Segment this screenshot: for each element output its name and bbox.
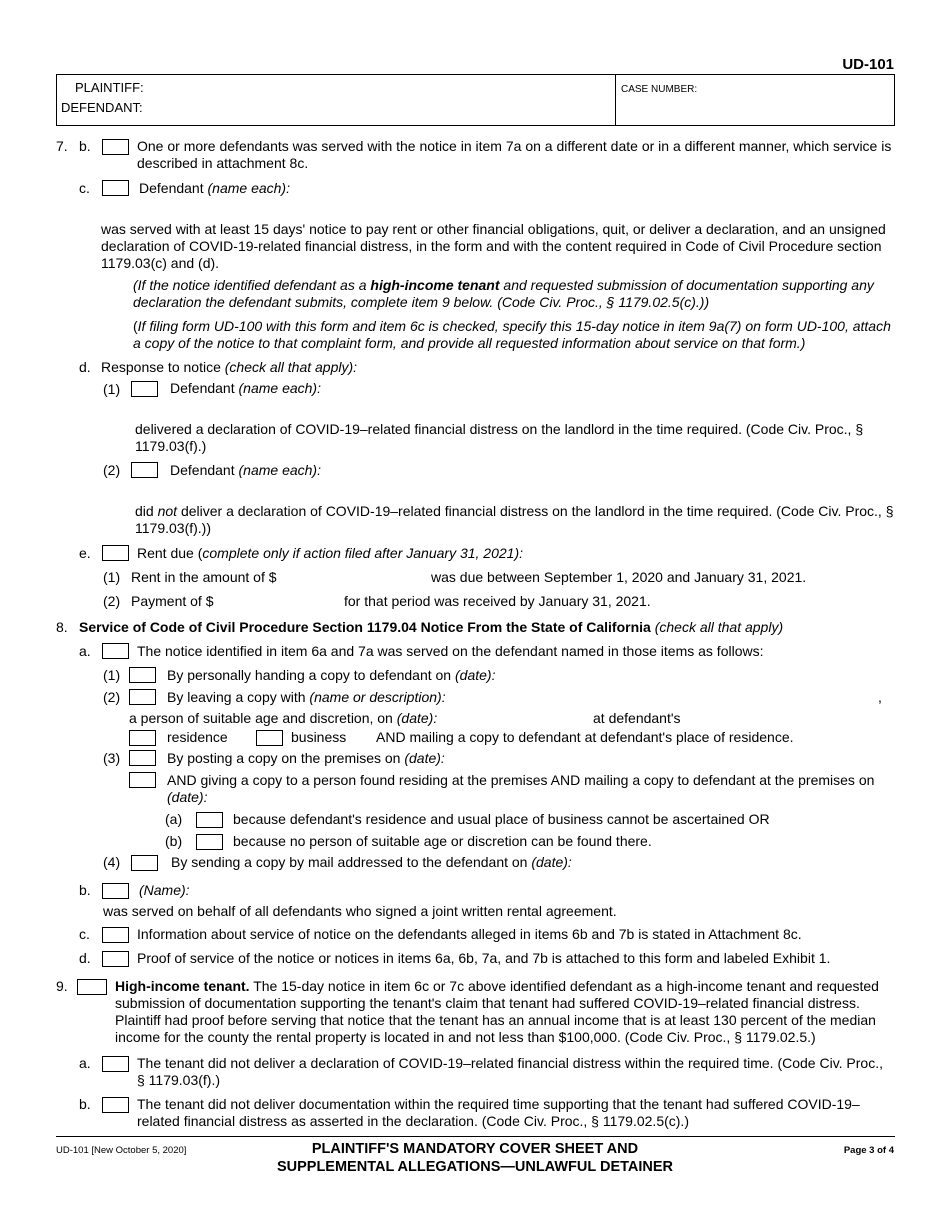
item8a2-residence-checkbox[interactable]: [129, 730, 156, 746]
item9b-letter: b.: [79, 1096, 91, 1112]
item7c-letter: c.: [79, 180, 90, 196]
form-number: UD-101: [842, 56, 894, 73]
item9-title: High-income tenant.: [115, 978, 250, 994]
plaintiff-label: PLAINTIFF:: [75, 80, 144, 95]
item8a2-line: [167, 689, 446, 706]
item8a3-giving-checkbox[interactable]: [129, 772, 156, 788]
item8a4-line: [171, 854, 572, 871]
item7d1-defendant-label: Defendant: [170, 380, 235, 396]
item7-number: 7.: [56, 138, 68, 154]
item8a-checkbox[interactable]: [102, 643, 129, 659]
item7d1-text: delivered a declaration of COVID-19–related financial distress on the landlord in the time required. (Code Civ. Proc., § 1179.03(f).): [135, 421, 864, 454]
item7d-label-line: [101, 359, 357, 376]
item8-check-all: (check all that apply): [654, 619, 784, 635]
item9a-checkbox[interactable]: [102, 1056, 129, 1072]
item8c-text: Information about service of notice on the defendants alleged in items 6b and 7b is stated in Attachment 8c.: [137, 926, 802, 942]
item8a2-comma: ,: [878, 689, 882, 705]
item8a3-num: (3): [103, 750, 121, 766]
item7b-checkbox[interactable]: [102, 139, 129, 155]
item8a3a-label: (a): [165, 811, 183, 827]
item7d2-defendant-label: Defendant: [170, 462, 235, 478]
footer-rule: [56, 1136, 895, 1137]
item8a-letter: a.: [79, 643, 91, 659]
item8a2-business-checkbox[interactable]: [256, 730, 283, 746]
item8a1-text: By personally handing a copy to defendant on: [167, 667, 452, 683]
item8d-letter: d.: [79, 950, 91, 966]
caption-box: [56, 74, 895, 126]
item8a3-giving: [167, 772, 897, 806]
item8a2-at-def: at defendant's: [593, 710, 681, 726]
item8a1-line: [167, 667, 495, 684]
item8a3a-checkbox[interactable]: [196, 812, 223, 828]
item7e-label-italic: complete only if action filed after January 31, 2021):: [202, 545, 524, 561]
item9-body: The 15-day notice in item 6c or 7c above identified defendant as a high-income tenant and requested submission of documentation supporting the tenant's claim that tenant had suffered COVID-19–related financial distress. Plaintiff had proof before serving that notice that the tenant has an annual income that is at least 130 percent of the median income for the county the rental property is located in and not less than $100,000. (Code Civ. Proc., § 1179.02.5.): [115, 978, 879, 1045]
item7d-letter: d.: [79, 359, 91, 375]
item8a2-num: (2): [103, 689, 121, 705]
item7e2-text: Payment of $: [131, 593, 214, 609]
item8d-text: Proof of service of the notice or notices in items 6a, 6b, 7a, and 7b is attached to this form and labeled Exhibit 1.: [137, 950, 831, 966]
item8a3-text: By posting a copy on the premises on: [167, 750, 401, 766]
item7e1-text2: was due between September 1, 2020 and January 31, 2021.: [431, 569, 807, 585]
item8d-checkbox[interactable]: [102, 951, 129, 967]
item7e-checkbox[interactable]: [102, 545, 129, 561]
item8b-name: (Name):: [139, 882, 190, 898]
item7c-defendant-label: Defendant: [139, 180, 204, 196]
case-number-label: CASE NUMBER:: [621, 84, 698, 95]
item8a2-line2-text: a person of suitable age and discretion, on: [129, 710, 393, 726]
item8a4-checkbox[interactable]: [131, 855, 158, 871]
item9a-text: The tenant did not deliver a declaration of COVID-19–related financial distress within the required time. (Code Civ. Proc., § 1179.03(f).): [137, 1055, 883, 1088]
item8a3b-checkbox[interactable]: [196, 834, 223, 850]
item8a3-line: [167, 750, 445, 767]
item7d2-defendant-line: [170, 462, 321, 479]
item7e-label: Rent due (: [137, 545, 203, 561]
item8a2-name-desc: (name or description):: [309, 689, 446, 705]
item8-title: Service of Code of Civil Procedure Section 1179.04 Notice From the State of California: [79, 619, 651, 635]
item7e2-num: (2): [103, 593, 121, 609]
item8a4-date: (date):: [531, 854, 572, 870]
item8a2-mailing: AND mailing a copy to defendant at defendant's place of residence.: [376, 729, 794, 745]
item9-number: 9.: [56, 978, 68, 994]
footer-title-line2: SUPPLEMENTAL ALLEGATIONS—UNLAWFUL DETAINER: [276, 1159, 674, 1175]
item8a3-date: (date):: [404, 750, 445, 766]
item8b-checkbox[interactable]: [102, 883, 129, 899]
caption-divider: [615, 75, 616, 125]
item7c-note1-post: and requested submission of documentation supporting any declaration the defendant submits, complete item 9 below. (Code Civ. Proc., § 1179.02.5(c).)): [133, 277, 874, 310]
item8a3b-label: (b): [165, 833, 183, 849]
item7d2-text: [135, 503, 895, 537]
item8a1-num: (1): [103, 667, 121, 683]
item8a1-date: (date):: [455, 667, 496, 683]
item7d-label: Response to notice: [101, 359, 221, 375]
item9a-letter: a.: [79, 1055, 91, 1071]
item7d1-defendant-line: [170, 380, 321, 397]
item7c-note1-bold: high-income tenant: [370, 277, 500, 293]
item8a2-line2: [129, 710, 437, 727]
item8-number: 8.: [56, 619, 68, 635]
item8a2-checkbox[interactable]: [129, 689, 156, 705]
item7e-label-line: [137, 545, 523, 562]
footer-revision: UD-101 [New October 5, 2020]: [56, 1145, 187, 1156]
item7d2-name-each: (name each):: [238, 462, 321, 478]
item9-checkbox[interactable]: [77, 979, 107, 995]
item9-text: [115, 978, 895, 1046]
item8a2-residence: residence: [167, 729, 228, 745]
item7c-defendant-line: [139, 180, 290, 197]
item8a3a-text: because defendant's residence and usual place of business cannot be ascertained OR: [233, 811, 770, 827]
footer-title: [245, 1140, 705, 1176]
item8a4-text: By sending a copy by mail addressed to the defendant on: [171, 854, 528, 870]
item7d1-num: (1): [103, 381, 121, 397]
defendant-label: DEFENDANT:: [61, 100, 143, 115]
item8a3-checkbox[interactable]: [129, 750, 156, 766]
item8-title-line: [79, 619, 783, 636]
item7c-name-each: (name each):: [207, 180, 290, 196]
item7d2-num: (2): [103, 462, 121, 478]
item7c-note1: [133, 277, 893, 311]
item7d-check-all: (check all that apply):: [224, 359, 358, 375]
item7d2-text-pre: did: [135, 503, 154, 519]
item8b-text: was served on behalf of all defendants who signed a joint written rental agreement.: [103, 903, 617, 919]
item7e-letter: e.: [79, 545, 91, 561]
footer-page: Page 3 of 4: [843, 1145, 894, 1156]
item8a2-business: business: [291, 729, 347, 745]
item7e2-text2: for that period was received by January 31, 2021.: [344, 593, 651, 609]
item8a-text: The notice identified in item 6a and 7a was served on the defendant named in those items as follows:: [137, 643, 764, 659]
item7c-note2: [133, 318, 893, 352]
item7c-note2-text: If filing form UD-100 with this form and item 6c is checked, specify this 15-day notice in item 9a(7) on form UD-100, attach a copy of the notice to that complaint form, and provide all requested information about service on that form.): [133, 318, 891, 351]
item8a2-text: By leaving a copy with: [167, 689, 306, 705]
item8b-letter: b.: [79, 882, 91, 898]
item7c-served-text: was served with at least 15 days' notice to pay rent or other financial obligations, quit, or deliver a declaration, and an unsigned declaration of COVID-19-related financial distress, in the form and with the content required in Code of Civil Procedure section 1179.03(c) and (d).: [101, 221, 886, 271]
item9b-text: The tenant did not deliver documentation within the required time supporting that the tenant had suffered COVID-19–related financial distress as asserted in the declaration. (Code Civ. Proc., § 1179.02.5(c).): [137, 1096, 860, 1129]
item7b-text: One or more defendants was served with the notice in item 7a on a different date or in a different manner, which service is described in attachment 8c.: [137, 138, 892, 171]
item8a1-checkbox[interactable]: [129, 667, 156, 683]
item8a3-date2: (date):: [167, 789, 208, 805]
item8a3b-text: because no person of suitable age or discretion can be found there.: [233, 833, 652, 849]
item7d2-checkbox[interactable]: [131, 462, 158, 478]
item7d2-text-post: deliver a declaration of COVID-19–related financial distress on the landlord in the time required. (Code Civ. Proc., § 1179.03(f).)): [135, 503, 894, 536]
item8a2-date: (date):: [396, 710, 438, 726]
item7e1-num: (1): [103, 569, 121, 585]
item8a3-giving-text: AND giving a copy to a person found residing at the premises AND mailing a copy to defendant at the premises on: [167, 772, 875, 788]
item8c-letter: c.: [79, 926, 90, 942]
item7d1-name-each: (name each):: [238, 380, 321, 396]
item7d2-text-not: not: [157, 503, 178, 519]
item8a4-num: (4): [103, 854, 121, 870]
item7b-letter: b.: [79, 138, 91, 154]
item7e1-text: Rent in the amount of $: [131, 569, 277, 585]
item8c-checkbox[interactable]: [102, 927, 129, 943]
item7c-note2-paren: (: [133, 318, 138, 334]
item9b-checkbox[interactable]: [102, 1097, 129, 1113]
item7d1-checkbox[interactable]: [131, 381, 158, 397]
item7c-checkbox[interactable]: [102, 180, 129, 196]
item7c-note1-pre: (If the notice identified defendant as a: [133, 277, 367, 293]
footer-title-line1: PLAINTIFF'S MANDATORY COVER SHEET AND: [311, 1141, 639, 1157]
